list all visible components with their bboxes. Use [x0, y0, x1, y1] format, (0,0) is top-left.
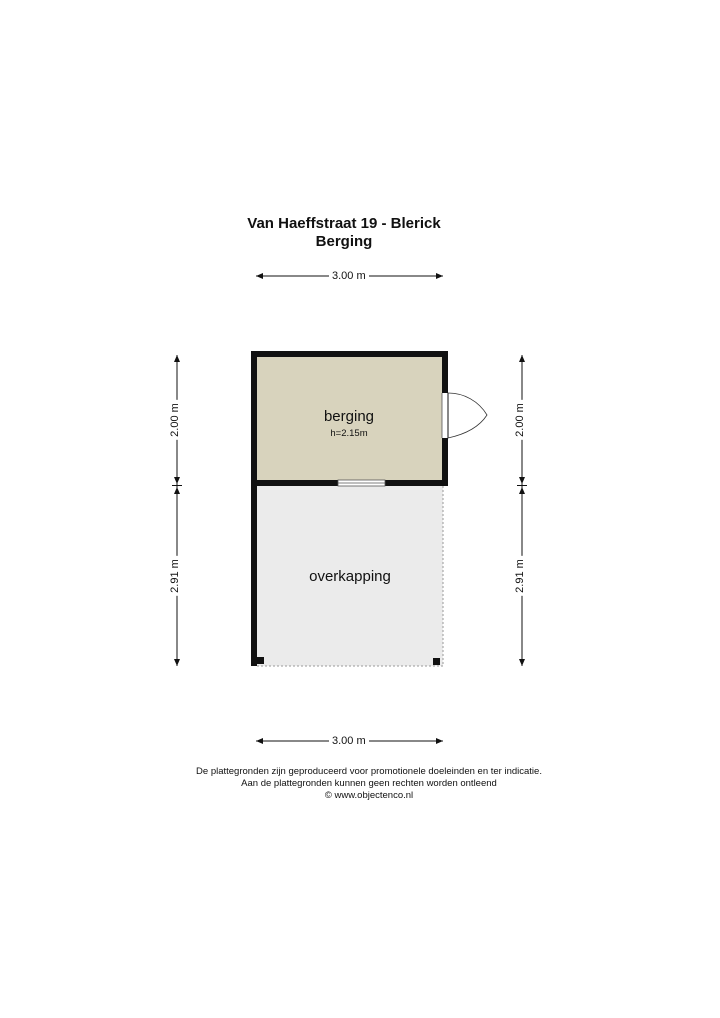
column-left [257, 657, 264, 664]
dimension-bottom-label: 3.00 m [329, 735, 369, 747]
dimension-left-lower-label: 2.91 m [169, 556, 181, 596]
dimension-left-upper-label: 2.00 m [169, 400, 181, 440]
overkapping-label: overkapping [309, 568, 391, 585]
berging-room-label: berging [323, 408, 375, 425]
window [338, 480, 385, 486]
column-right [433, 658, 440, 665]
berging-height-label: h=2.15m [330, 428, 368, 439]
footer-rights: Aan de plattegronden kunnen geen rechten worden ontleend [241, 778, 497, 789]
dimension-right-lower-label: 2.91 m [514, 556, 526, 596]
door [442, 393, 487, 438]
floor-title: Berging [315, 233, 373, 250]
footer-copyright: © www.objectenco.nl [324, 790, 414, 801]
left-wall-overkapping [251, 486, 257, 666]
dimension-top-label: 3.00 m [329, 270, 369, 282]
page-title: Van Haeffstraat 19 - Blerick [247, 215, 441, 232]
dimension-right-upper-label: 2.00 m [514, 400, 526, 440]
footer-disclaimer: De plattegronden zijn geproduceerd voor promotionele doeleinden en ter indicatie. [196, 766, 542, 777]
